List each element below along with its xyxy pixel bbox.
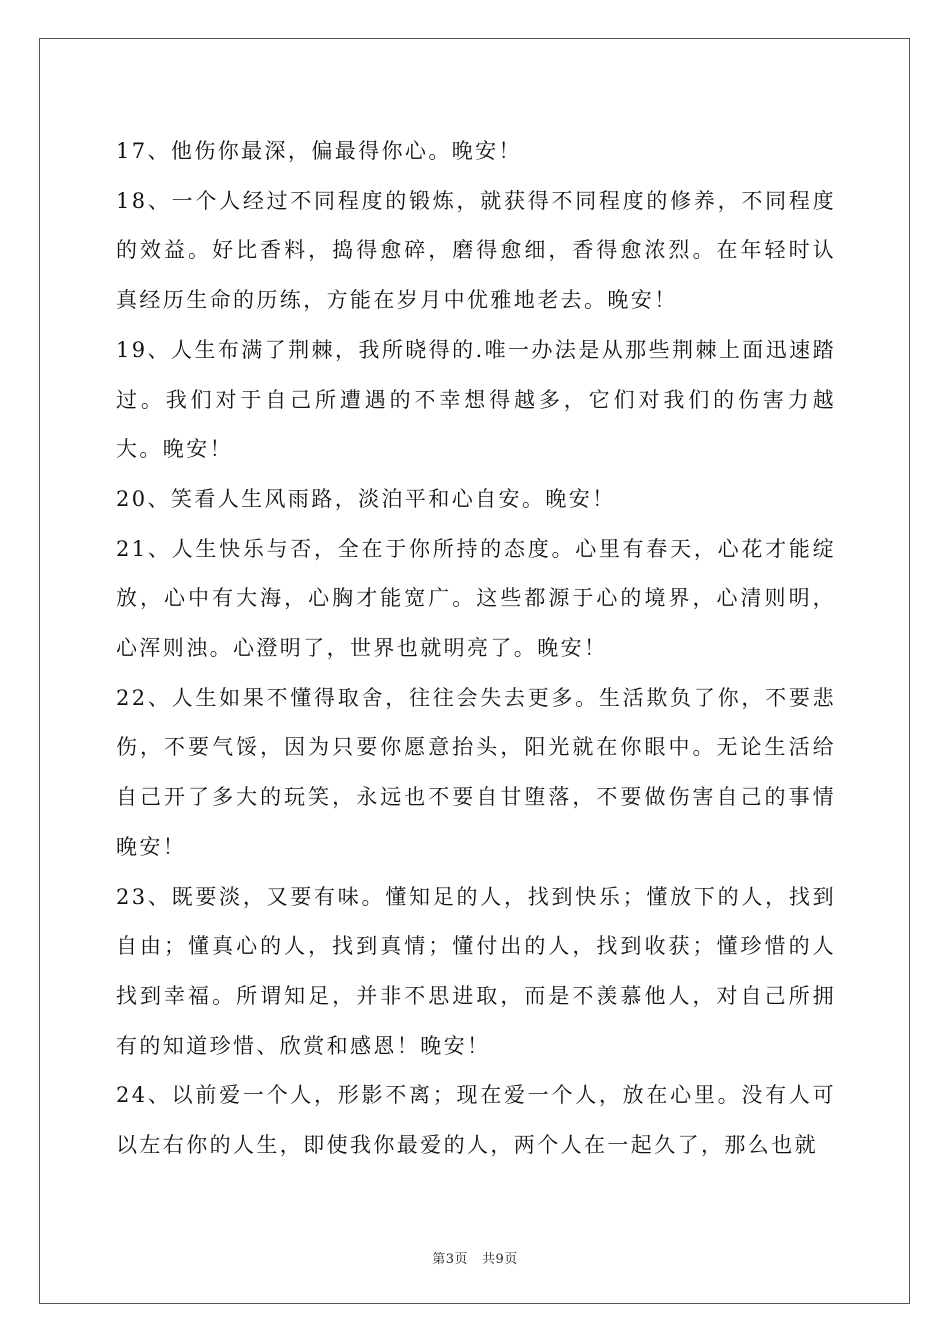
page-total: 共9页 xyxy=(481,1252,518,1267)
page-number: 第3页 xyxy=(432,1252,469,1267)
paragraph-18: 18、一个人经过不同程度的锻炼，就获得不同程度的修养，不同程度的效益。好比香料，捣得愈碎，磨得愈细，香得愈浓烈。在年轻时认真经历生命的历练，方能在岁月中优雅地老去。晚安！ xyxy=(116,188,836,313)
document-body xyxy=(116,127,836,1171)
paragraph-23: 23、既要淡，又要有味。懂知足的人，找到快乐；懂放下的人，找到自由；懂真心的人，找到真情；懂付出的人，找到收获；懂珍惜的人找到幸福。所谓知足，并非不思进取，而是不羡慕他人，对自己所拥有的知道珍惜、欣赏和感恩！晚安！ xyxy=(116,884,836,1058)
paragraph-22: 22、人生如果不懂得取舍，往往会失去更多。生活欺负了你，不要悲伤，不要气馁，因为只要你愿意抬头，阳光就在你眼中。无论生活给自己开了多大的玩笑，永远也不要自甘堕落，不要做伤害自己的事情晚安！ xyxy=(116,685,836,859)
page-footer xyxy=(0,1248,950,1267)
paragraph-21: 21、人生快乐与否，全在于你所持的态度。心里有春天，心花才能绽放，心中有大海，心胸才能宽广。这些都源于心的境界，心清则明，心浑则浊。心澄明了，世界也就明亮了。晚安！ xyxy=(116,536,836,661)
paragraph-19: 19、人生布满了荆棘，我所晓得的.唯一办法是从那些荆棘上面迅速踏过。我们对于自己所遭遇的不幸想得越多，它们对我们的伤害力越大。晚安！ xyxy=(116,337,836,462)
paragraph-17: 17、他伤你最深，偏最得你心。晚安！ xyxy=(116,139,522,163)
paragraph-24: 24、以前爱一个人，形影不离；现在爱一个人，放在心里。没有人可以左右你的人生，即使我你最爱的人，两个人在一起久了，那么也就 xyxy=(116,1083,836,1158)
paragraph-20: 20、笑看人生风雨路，淡泊平和心自安。晚安！ xyxy=(116,486,616,511)
